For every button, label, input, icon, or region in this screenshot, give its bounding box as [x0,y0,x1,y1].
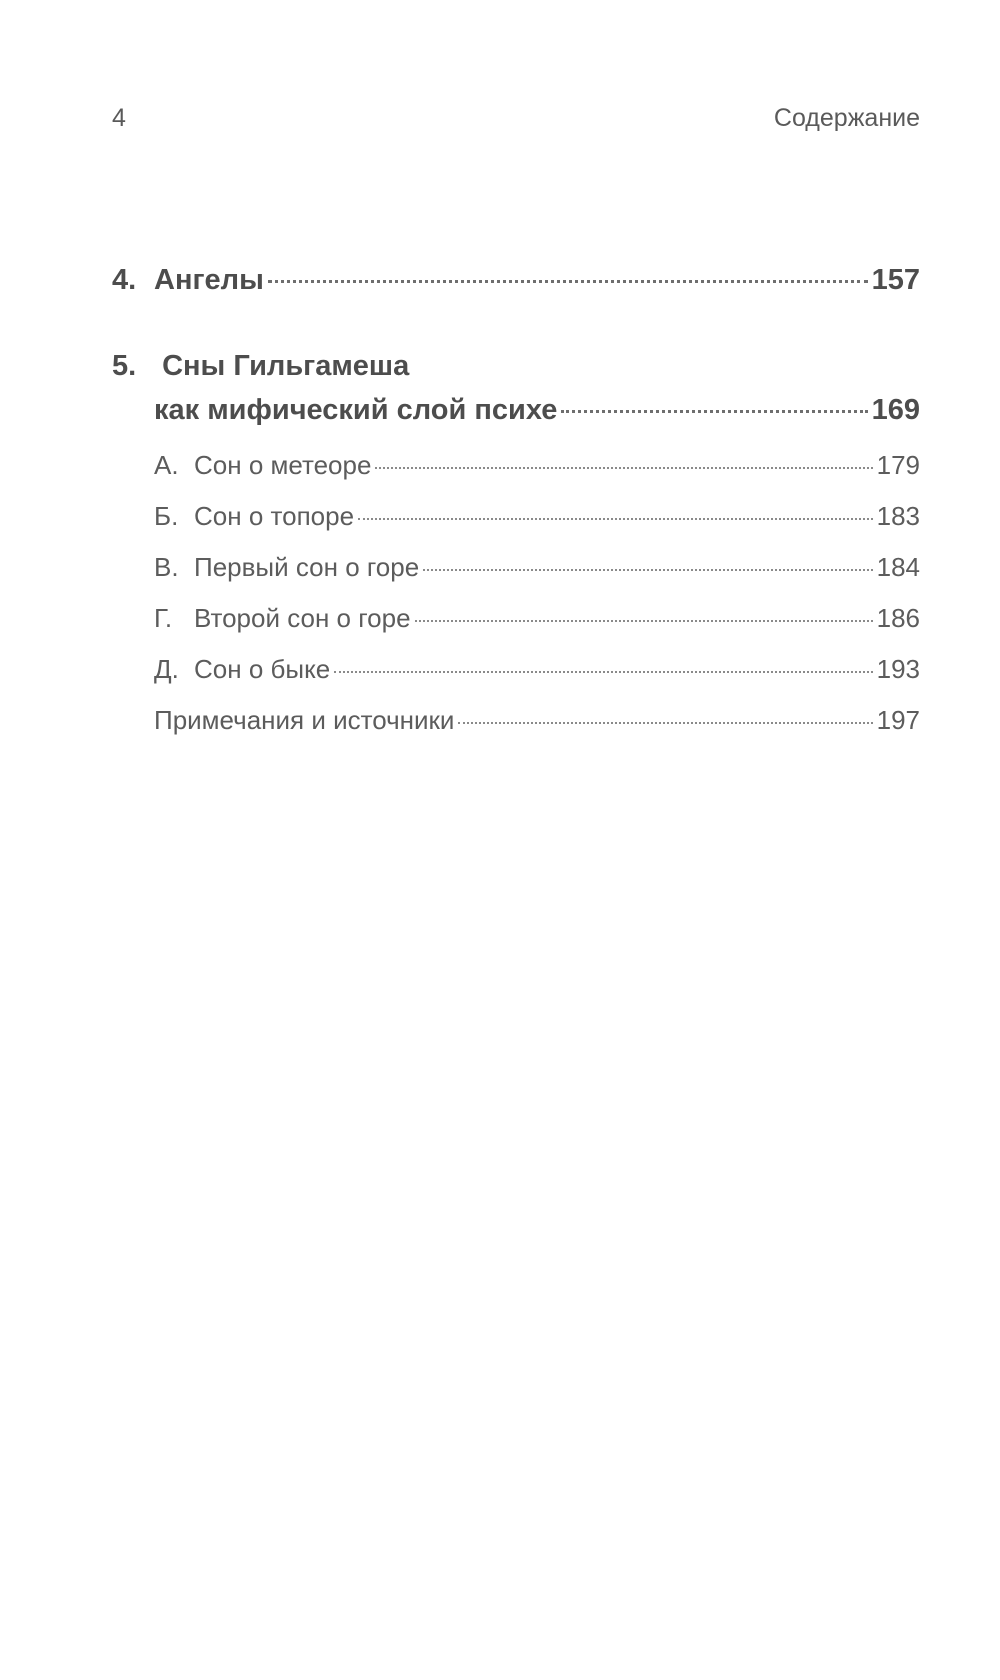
toc-section[interactable] [154,593,920,644]
section-letter: В. [154,552,179,582]
notes-page: 197 [876,705,920,735]
running-title: Содержание [773,104,920,132]
dot-leader [268,280,868,283]
chapter-number: 4. [112,264,137,296]
running-head [112,104,920,138]
chapter-5-sections [112,440,920,746]
section-page: 179 [876,450,920,480]
chapter-page: 157 [871,264,920,296]
section-title: Второй сон о горе [194,603,411,633]
page-number: 4 [112,104,126,132]
dot-leader [423,569,872,571]
chapter-row [112,258,920,302]
table-of-contents [112,258,920,746]
toc-chapter-5[interactable] [112,344,920,432]
dot-leader [334,671,872,673]
chapter-title: Ангелы [154,264,264,296]
dot-leader [375,467,872,469]
chapter-row [112,388,920,432]
section-title: Сон о метеоре [194,450,372,480]
dot-leader [358,518,873,520]
section-letter: Б. [154,501,179,531]
section-title: Сон о топоре [194,501,355,531]
notes-title: Примечания и источники [154,705,455,735]
toc-section[interactable] [154,491,920,542]
toc-section[interactable] [154,542,920,593]
section-title: Сон о быке [194,654,331,684]
chapter-number: 5. [112,350,137,382]
toc-notes[interactable] [154,695,920,746]
section-letter: Д. [154,654,179,684]
dot-leader [458,722,872,724]
dot-leader [415,620,873,622]
chapter-title-continued: как мифический слой психе [154,394,558,426]
chapter-title-first-line [112,344,920,388]
chapter-page: 169 [871,394,920,426]
chapter-title: Сны Гильгамеша [162,350,410,382]
section-letter: А. [154,450,179,480]
section-page: 184 [876,552,920,582]
toc-section[interactable] [154,644,920,695]
toc-section[interactable] [154,440,920,491]
toc-chapter-4[interactable] [112,258,920,302]
section-page: 193 [876,654,920,684]
dot-leader [561,410,867,413]
section-page: 186 [876,603,920,633]
section-letter: Г. [154,603,173,633]
section-title: Первый сон о горе [194,552,420,582]
section-page: 183 [876,501,920,531]
